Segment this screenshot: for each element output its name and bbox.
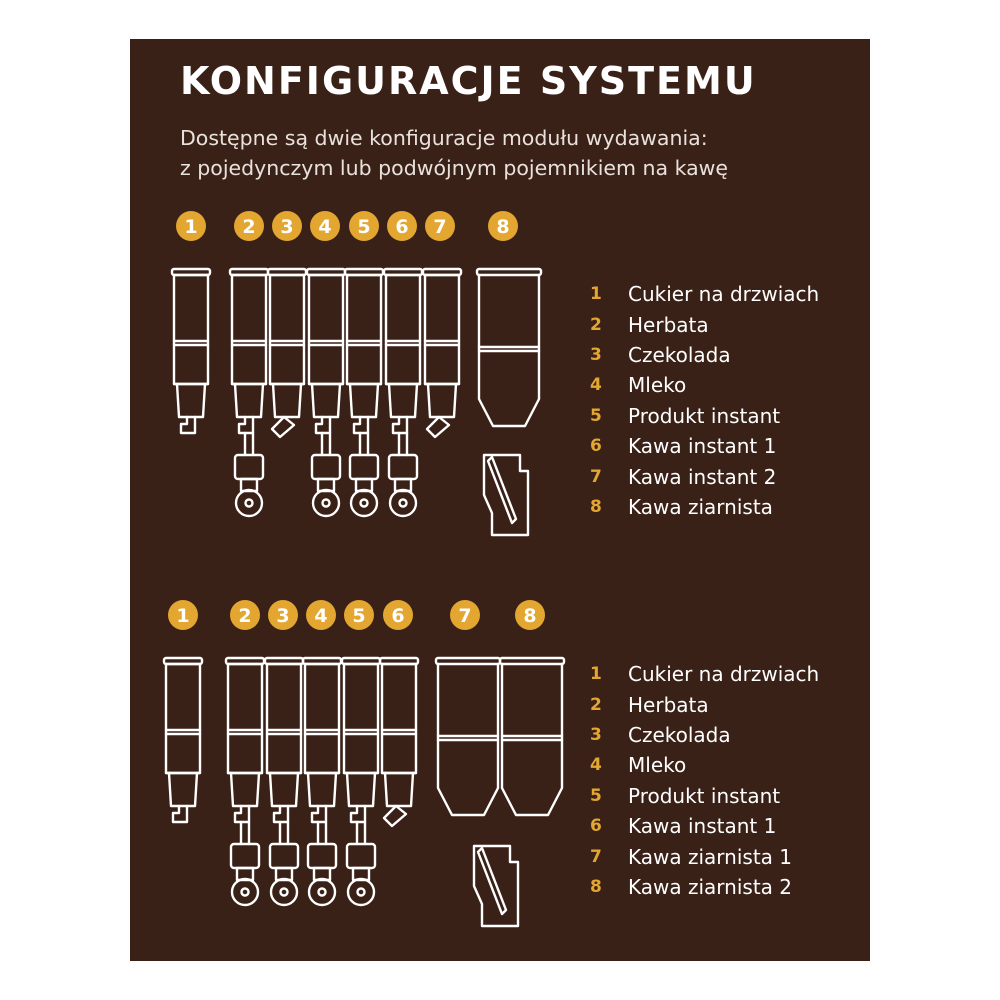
canister-icon xyxy=(423,269,461,437)
legend-item xyxy=(590,689,870,719)
legend-number: 2 xyxy=(590,694,602,715)
number-badge xyxy=(425,211,455,241)
badge-number: 4 xyxy=(314,605,328,627)
legend-label: Czekolada xyxy=(628,722,731,747)
bean-hopper-icon xyxy=(500,658,564,815)
number-badge xyxy=(234,211,264,241)
legend-label: Cukier na drzwiach xyxy=(628,662,820,687)
number-badge xyxy=(450,600,480,630)
legend-item xyxy=(590,872,870,902)
canister-icon xyxy=(265,658,303,822)
subtitle-line-2: z pojedynczym lub podwójnym pojemnikiem na kawę xyxy=(180,156,729,180)
canister-icon xyxy=(164,658,202,822)
legend-number: 1 xyxy=(590,664,602,685)
legend-item xyxy=(590,781,870,811)
legend-label: Mleko xyxy=(628,753,687,778)
mixer-icon xyxy=(350,433,378,516)
legend-item xyxy=(590,461,870,491)
legend-item xyxy=(590,720,870,750)
legend-label: Herbata xyxy=(628,312,709,337)
config-2-legend xyxy=(590,659,870,902)
legend-label: Produkt instant xyxy=(628,403,781,428)
legend-label: Produkt instant xyxy=(628,783,781,808)
legend-item xyxy=(590,309,870,339)
legend-item xyxy=(590,401,870,431)
page-title: KONFIGURACJE SYSTEMU xyxy=(180,59,757,103)
legend-item xyxy=(590,659,870,689)
legend-label: Kawa instant 1 xyxy=(628,434,777,459)
legend-item xyxy=(590,811,870,841)
number-badge xyxy=(272,211,302,241)
legend-item xyxy=(590,340,870,370)
legend-item xyxy=(590,750,870,780)
canister-icon xyxy=(307,269,345,433)
number-badge xyxy=(176,211,206,241)
badge-number: 7 xyxy=(458,605,472,627)
canister-icon xyxy=(172,269,210,433)
badge-number: 3 xyxy=(276,605,290,627)
legend-label: Kawa instant 1 xyxy=(628,814,777,839)
legend-number: 6 xyxy=(590,816,602,837)
number-badge xyxy=(306,600,336,630)
number-badge xyxy=(387,211,417,241)
bean-hopper-icon xyxy=(436,658,500,815)
legend-number: 6 xyxy=(590,436,602,457)
mixer-icon xyxy=(308,822,336,905)
badge-number: 4 xyxy=(318,216,332,238)
legend-number: 2 xyxy=(590,314,602,335)
legend-label: Cukier na drzwiach xyxy=(628,282,820,307)
legend-number: 3 xyxy=(590,344,602,365)
canister-icon xyxy=(384,269,422,433)
legend-number: 5 xyxy=(590,785,602,806)
badge-number: 2 xyxy=(242,216,256,238)
legend-label: Kawa ziarnista 1 xyxy=(628,844,793,869)
number-badge xyxy=(268,600,298,630)
badge-number: 7 xyxy=(433,216,447,238)
canister-icon xyxy=(342,658,380,822)
number-badge xyxy=(488,211,518,241)
badge-number: 5 xyxy=(357,216,371,238)
badge-number: 8 xyxy=(523,605,537,627)
canister-icon xyxy=(230,269,268,433)
legend-label: Mleko xyxy=(628,373,687,398)
number-badge xyxy=(168,600,198,630)
canister-icon xyxy=(303,658,341,822)
subtitle xyxy=(180,123,728,183)
badge-number: 6 xyxy=(391,605,405,627)
legend-item xyxy=(590,492,870,522)
canister-icon xyxy=(226,658,264,822)
number-badge xyxy=(349,211,379,241)
legend-item xyxy=(590,370,870,400)
legend-number: 1 xyxy=(590,284,602,305)
canister-icon xyxy=(345,269,383,433)
legend-item xyxy=(590,841,870,871)
mixer-icon xyxy=(235,433,263,516)
legend-label: Kawa ziarnista xyxy=(628,494,773,519)
bean-hopper-icon xyxy=(477,269,541,426)
number-badge xyxy=(310,211,340,241)
mixer-icon xyxy=(312,433,340,516)
legend-label: Czekolada xyxy=(628,342,731,367)
badge-number: 1 xyxy=(184,216,198,238)
badge-number: 6 xyxy=(395,216,409,238)
legend-number: 4 xyxy=(590,755,602,776)
number-badge xyxy=(230,600,260,630)
number-badge xyxy=(344,600,374,630)
mixer-icon xyxy=(347,822,375,905)
number-badge xyxy=(515,600,545,630)
legend-number: 4 xyxy=(590,375,602,396)
config-panel xyxy=(130,39,870,961)
legend-number: 5 xyxy=(590,405,602,426)
badge-number: 5 xyxy=(352,605,366,627)
mixer-icon xyxy=(231,822,259,905)
legend-label: Kawa ziarnista 2 xyxy=(628,874,793,899)
number-badge xyxy=(383,600,413,630)
grinder-icon xyxy=(484,455,528,535)
canister-icon xyxy=(380,658,418,826)
badge-number: 2 xyxy=(238,605,252,627)
subtitle-line-1: Dostępne są dwie konfiguracje modułu wydawania: xyxy=(180,126,708,150)
badge-number: 1 xyxy=(176,605,190,627)
badge-number: 8 xyxy=(496,216,510,238)
legend-number: 7 xyxy=(590,846,602,867)
mixer-icon xyxy=(270,822,298,905)
mixer-icon xyxy=(389,433,417,516)
legend-label: Kawa instant 2 xyxy=(628,464,777,489)
legend-number: 3 xyxy=(590,724,602,745)
legend-label: Herbata xyxy=(628,692,709,717)
legend-number: 8 xyxy=(590,496,602,517)
legend-number: 8 xyxy=(590,876,602,897)
grinder-icon xyxy=(474,846,518,926)
legend-item xyxy=(590,279,870,309)
legend-item xyxy=(590,431,870,461)
config-1-legend xyxy=(590,279,870,522)
badge-number: 3 xyxy=(280,216,294,238)
canister-icon xyxy=(268,269,306,437)
legend-number: 7 xyxy=(590,466,602,487)
